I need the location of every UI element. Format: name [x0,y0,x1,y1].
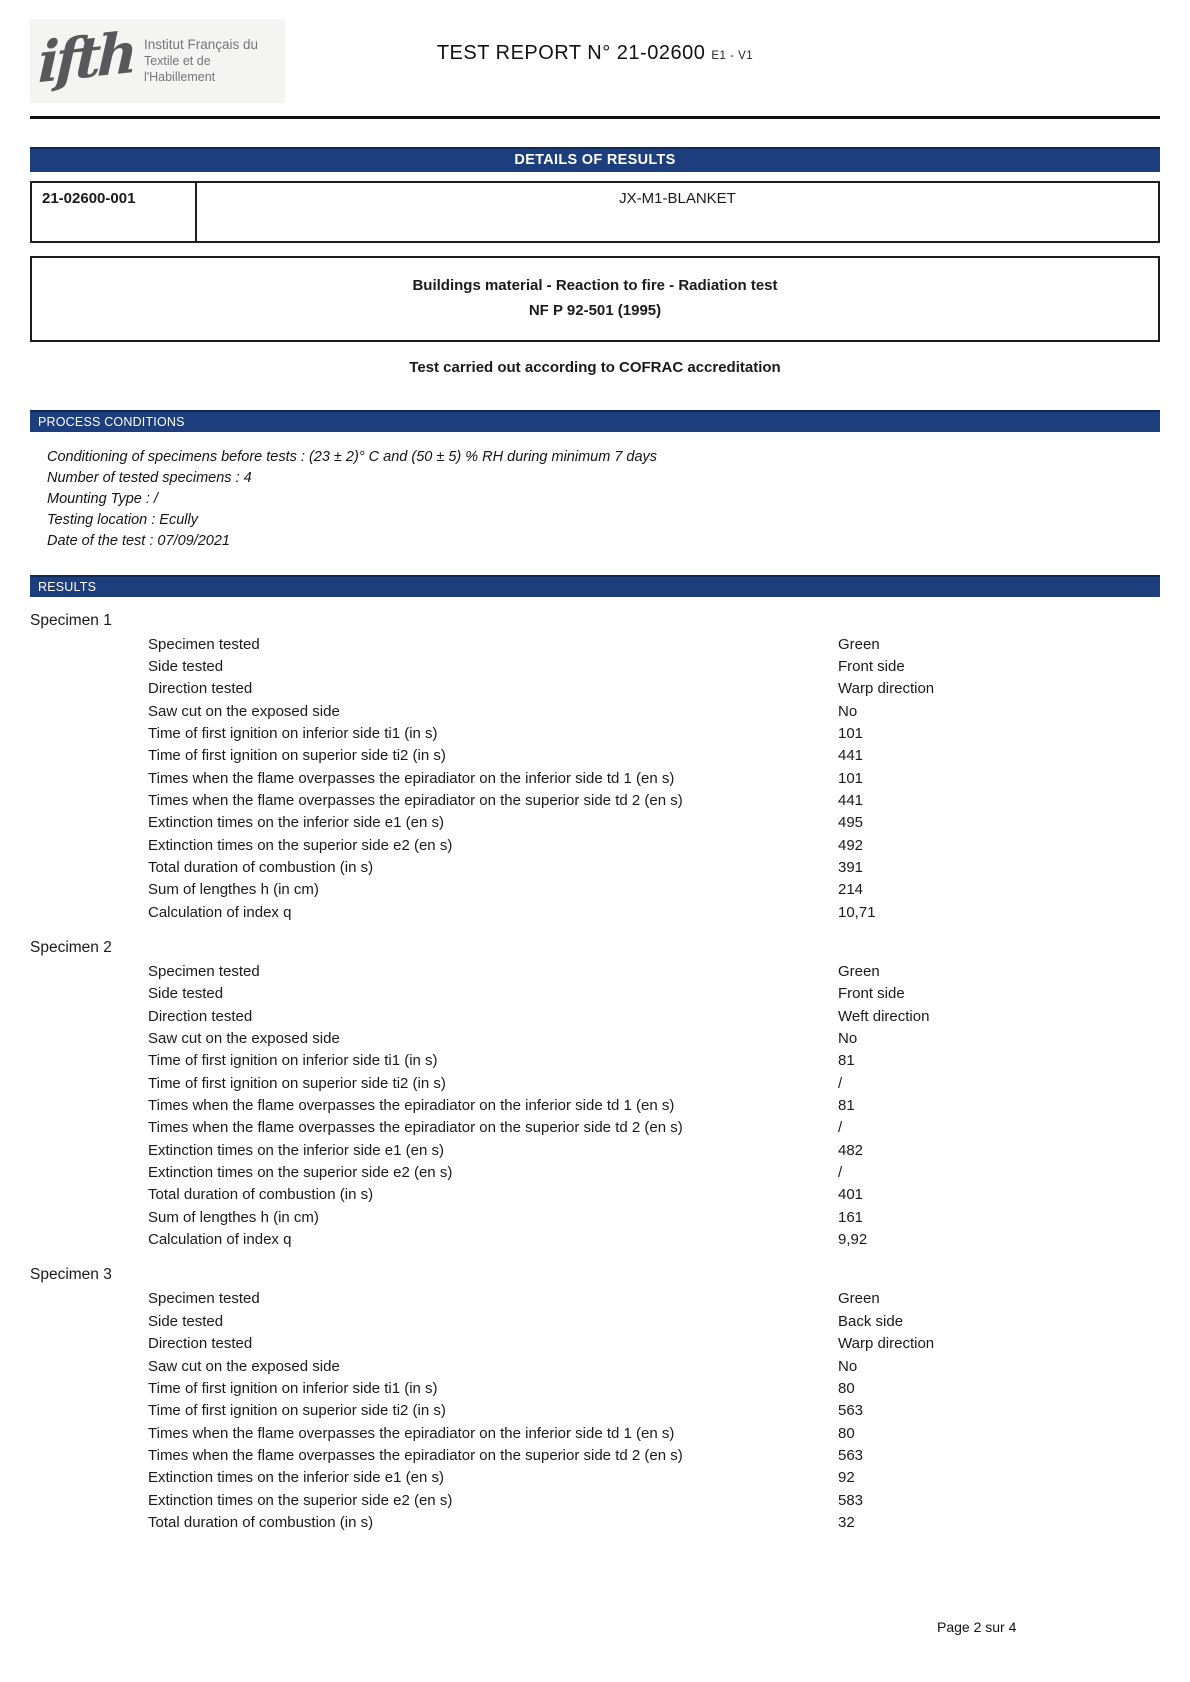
specimen-title: Specimen 2 [30,939,112,956]
specimen-block [30,939,1160,1251]
result-row [30,1095,1160,1117]
result-value: 495 [838,814,864,832]
result-label: Saw cut on the exposed side [148,702,340,720]
result-label: Times when the flame overpasses the epiradiator on the superior side td 2 (en s) [148,1446,683,1464]
page-footer: Page 2 sur 4 [937,1619,1017,1635]
result-row [30,723,1160,745]
result-value: 80 [838,1379,855,1397]
report-title [0,42,1190,65]
details-of-results-banner: DETAILS OF RESULTS [30,147,1160,172]
report-title-text: TEST REPORT N° 21-02600 [436,42,706,64]
result-row [30,983,1160,1005]
result-label: Direction tested [148,680,253,698]
result-value: 492 [838,836,864,854]
result-label: Side tested [148,657,224,675]
specimen-block [30,612,1160,924]
result-row [30,678,1160,700]
result-value: 441 [838,791,864,809]
result-value: Warp direction [838,680,935,698]
result-value: No [838,1357,858,1375]
result-row [30,902,1160,924]
sample-table [30,181,1160,243]
result-value: / [838,1164,843,1182]
condition-line: Testing location : Ecully [47,511,198,528]
result-label: Extinction times on the superior side e2 (en s) [148,1491,453,1509]
result-row [30,1445,1160,1467]
result-row [30,1006,1160,1028]
result-value: No [838,702,858,720]
result-row [30,768,1160,790]
specimens [30,612,1160,1535]
result-label: Total duration of combustion (in s) [148,1186,374,1204]
result-row [30,790,1160,812]
result-value: 161 [838,1208,864,1226]
result-value: 101 [838,724,864,742]
result-row [30,1378,1160,1400]
result-label: Specimen tested [148,1290,260,1308]
result-value: 81 [838,1097,855,1115]
result-row [30,1356,1160,1378]
condition-line: Mounting Type : / [47,490,158,507]
process-conditions-list [47,447,1160,552]
result-value: No [838,1030,858,1048]
result-row [30,656,1160,678]
result-label: Saw cut on the exposed side [148,1030,340,1048]
result-label: Extinction times on the superior side e2 (en s) [148,1164,453,1182]
result-label: Time of first ignition on inferior side ti1 (in s) [148,1052,438,1070]
result-label: Times when the flame overpasses the epiradiator on the superior side td 2 (en s) [148,791,683,809]
specimen-title: Specimen 3 [30,1266,112,1284]
result-row [30,961,1160,983]
sample-name-cell: JX-M1-BLANKET [619,190,736,207]
report-header [0,0,1190,118]
result-value: Green [838,635,880,653]
result-row [30,1467,1160,1489]
result-label: Extinction times on the inferior side e1 (en s) [148,814,444,832]
result-label: Extinction times on the superior side e2 (en s) [148,836,453,854]
result-label: Times when the flame overpasses the epiradiator on the inferior side td 1 (en s) [148,769,675,787]
result-value: 9,92 [838,1231,868,1249]
result-label: Total duration of combustion (in s) [148,858,374,876]
result-row [30,1333,1160,1355]
result-label: Time of first ignition on inferior side ti1 (in s) [148,724,438,742]
result-label: Extinction times on the inferior side e1 (en s) [148,1141,444,1159]
result-row [30,1423,1160,1445]
result-value: 10,71 [838,903,876,921]
process-conditions-banner: PROCESS CONDITIONS [30,410,1160,432]
result-value: 482 [838,1141,864,1159]
result-value: Back side [838,1312,904,1330]
sample-reference-cell: 21-02600-001 [32,183,197,241]
result-label: Calculation of index q [148,903,292,921]
accreditation-note: Test carried out according to COFRAC accreditation [409,359,781,376]
report-title-suffix: E1 - V1 [711,50,754,62]
result-value: Warp direction [838,1335,935,1353]
result-row [30,857,1160,879]
result-row [30,812,1160,834]
result-row [30,1073,1160,1095]
result-value: 583 [838,1491,864,1509]
result-value: 563 [838,1402,864,1420]
result-label: Specimen tested [148,963,260,980]
result-value: Front side [838,657,905,675]
result-value: 563 [838,1446,864,1464]
result-row [30,1162,1160,1184]
result-label: Direction tested [148,1007,253,1025]
specimen-title: Specimen 1 [30,611,112,629]
result-row [30,701,1160,723]
logo-subtitle-line1: Institut Français du [143,37,259,52]
result-label: Sum of lengthes h (in cm) [148,881,319,899]
result-value: 214 [838,881,864,899]
header-divider [30,116,1160,119]
result-row [30,1050,1160,1072]
result-value: 80 [838,1424,855,1442]
result-label: Extinction times on the inferior side e1 (en s) [148,1469,444,1487]
result-row [30,835,1160,857]
result-value: Green [838,1290,880,1308]
result-label: Time of first ignition on superior side ti2 (in s) [148,747,446,765]
result-label: Times when the flame overpasses the epiradiator on the inferior side td 1 (en s) [148,1097,675,1115]
result-row [30,1400,1160,1422]
logo-subtitle-line2: Textile et de l'Habillement [143,54,216,84]
result-label: Time of first ignition on superior side ti2 (in s) [148,1074,446,1092]
result-value: Weft direction [838,1007,930,1025]
result-label: Time of first ignition on superior side ti2 (in s) [148,1402,446,1420]
result-value: Green [838,963,880,980]
condition-line: Date of the test : 07/09/2021 [47,532,230,549]
test-title-line: Buildings material - Reaction to fire - Radiation test [412,277,778,294]
result-row [30,1311,1160,1333]
result-row [30,1140,1160,1162]
result-row [30,745,1160,767]
result-row [30,1028,1160,1050]
specimen-block [30,1266,1160,1534]
result-row [30,634,1160,656]
result-label: Sum of lengthes h (in cm) [148,1208,319,1226]
ifth-logo-script: ifth [37,19,135,97]
result-row [30,1184,1160,1206]
result-label: Side tested [148,985,224,1003]
result-label: Total duration of combustion (in s) [148,1513,374,1531]
test-standard-box [30,256,1160,342]
result-label: Times when the flame overpasses the epiradiator on the superior side td 2 (en s) [148,1119,683,1137]
result-value: Front side [838,985,905,1003]
result-label: Time of first ignition on inferior side ti1 (in s) [148,1379,438,1397]
result-label: Times when the flame overpasses the epiradiator on the inferior side td 1 (en s) [148,1424,675,1442]
condition-line: Number of tested specimens : 4 [47,469,252,486]
result-row [30,879,1160,901]
result-row [30,1490,1160,1512]
result-row [30,1512,1160,1534]
result-row [30,1117,1160,1139]
results-banner: RESULTS [30,575,1160,597]
result-value: 441 [838,747,864,765]
result-value: 391 [838,858,864,876]
result-value: / [838,1119,843,1137]
test-standard-line: NF P 92-501 (1995) [528,302,662,319]
result-value: 92 [838,1469,855,1487]
result-row [30,1229,1160,1251]
result-value: / [838,1074,843,1092]
condition-line: Conditioning of specimens before tests : (23 ± 2)° C and (50 ± 5) % RH during minimum 7 days [47,449,658,465]
result-label: Saw cut on the exposed side [148,1357,340,1375]
result-label: Specimen tested [148,635,260,653]
result-row [30,1288,1160,1310]
result-value: 32 [838,1513,855,1531]
result-label: Calculation of index q [148,1231,292,1249]
result-value: 81 [838,1052,855,1070]
result-value: 101 [838,769,864,787]
result-label: Side tested [148,1312,224,1330]
result-row [30,1207,1160,1229]
result-label: Direction tested [148,1335,253,1353]
result-value: 401 [838,1186,864,1204]
